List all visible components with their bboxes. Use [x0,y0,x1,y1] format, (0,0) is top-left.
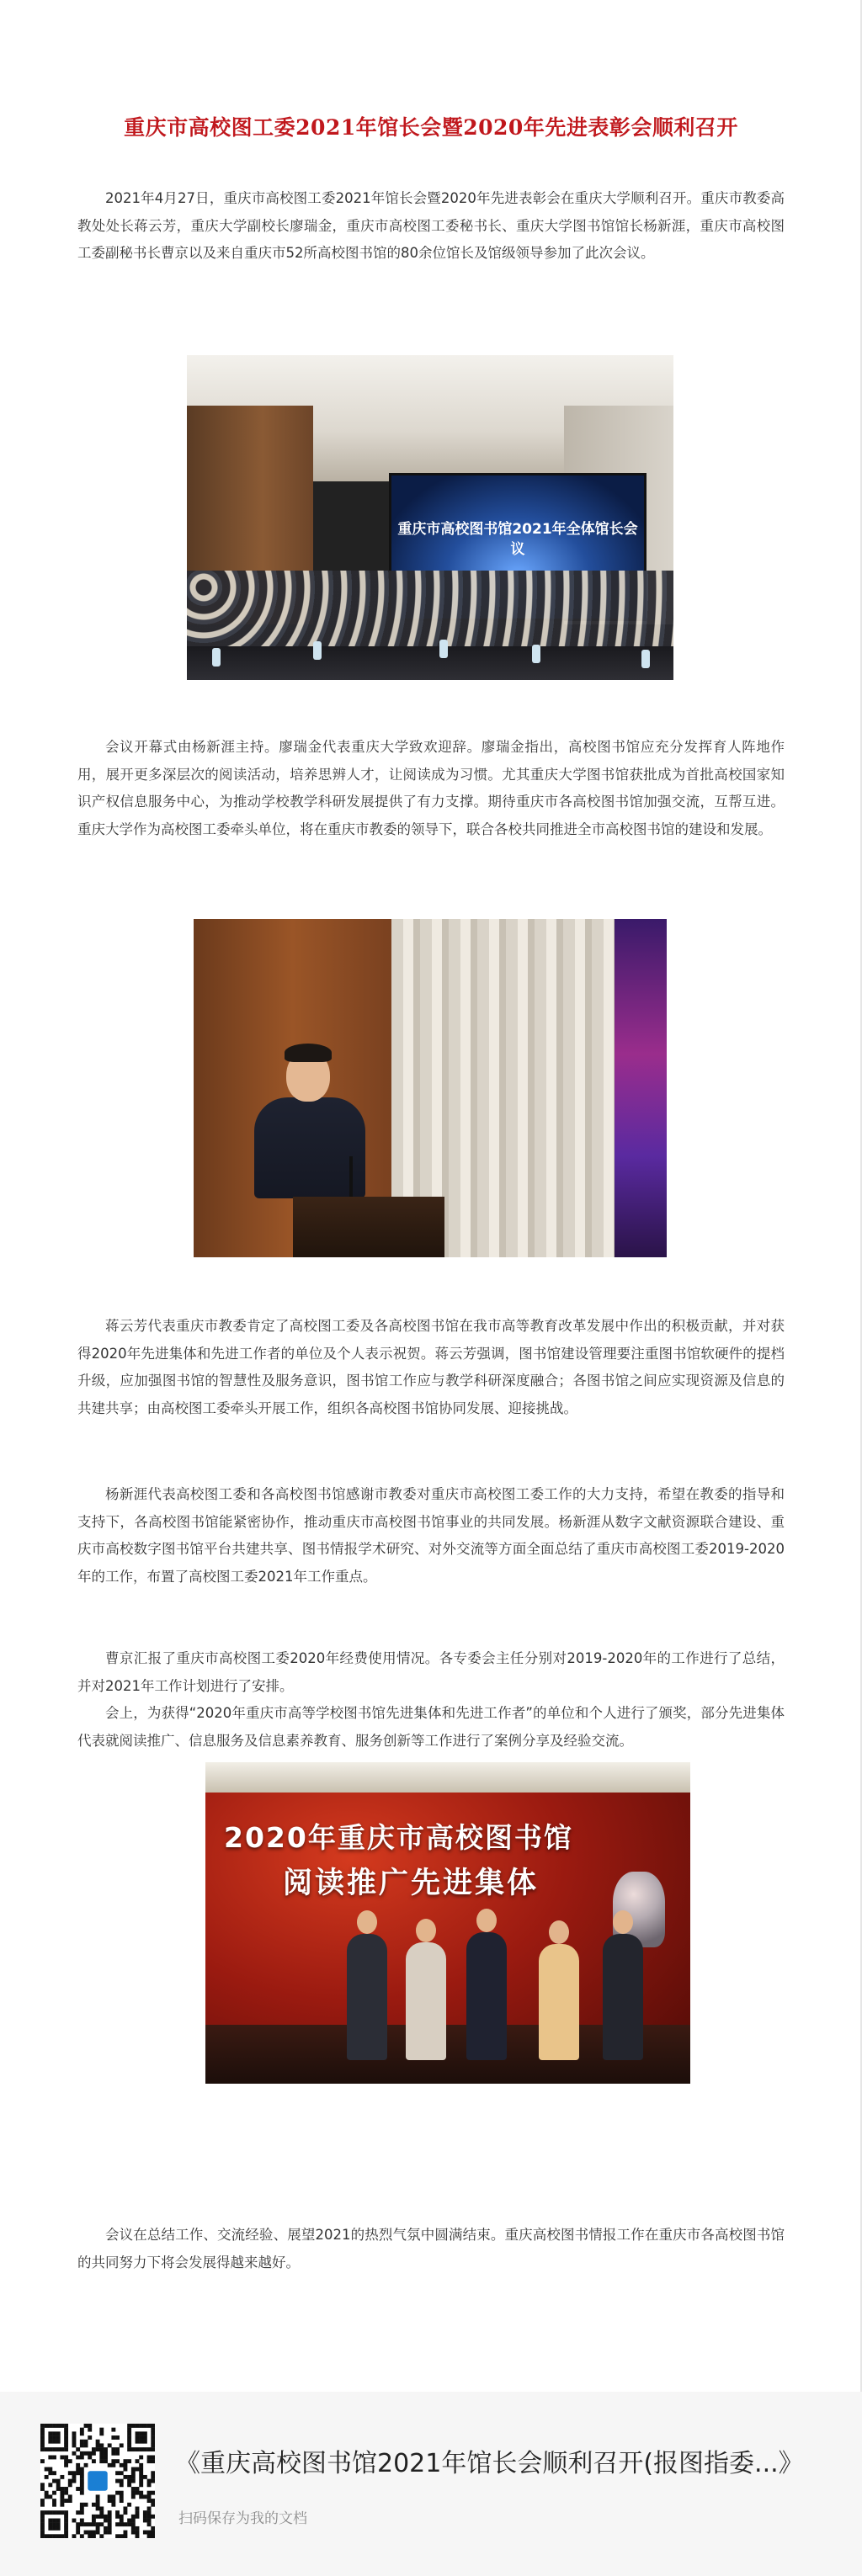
paragraph-3: 蒋云芳代表重庆市教委肯定了高校图工委及各高校图书馆在我市高等教育改革发展中作出的积极贡献，并对获得2020年先进集体和先进工作者的单位及个人表示祝贺。蒋云芳强调，图书馆建设管理要注重图书馆软硬件的提档升级，应加强图书馆的智慧性及服务意识，图书馆工作应与教学科研深度融合；各图书馆之间应实现资源及信息的共建共享；由高校图工委牵头开展工作，组织各高校图书馆协同发展、迎接挑战。 [77,1318,785,1416]
awardee-face [476,1909,497,1932]
paragraph-1: 2021年4月27日，重庆市高校图工委2021年馆长会暨2020年先进表彰会在重庆大学顺利召开。重庆市教委高教处处长蒋云芳，重庆大学副校长廖瑞金，重庆市高校图工委秘书长、重庆大学图书馆馆长杨新涯，重庆市高校图工委副秘书长曹京以及来自重庆市52所高校图书馆的80余位馆长及馆级领导参加了此次会议。 [77,190,785,261]
screen-caption: 重庆市高校图书馆2021年全体馆长会议 [397,521,638,558]
water-bottle [212,648,221,667]
awardee-face [549,1920,569,1944]
awardee-face [613,1910,633,1934]
footer-save-hint: 扫码保存为我的文档 [178,2510,307,2527]
award-banner-line-1: 2020年重庆市高校图书馆 [224,1821,573,1854]
awardee-person [539,1944,579,2060]
speaker-photo [194,919,667,1257]
conference-hall-photo [187,355,673,680]
photo-floor [187,646,673,680]
paragraph-4: 杨新涯代表高校图工委和各高校图书馆感谢市教委对重庆市高校图工委工作的大力支持，希望在教委的指导和支持下，各高校图书馆能紧密协作，推动重庆市高校图书馆事业的共同发展。杨新涯从数字文献资源联合建设、重庆市高校数字图书馆平台共建共享、图书情报学术研究、对外交流等方面全面总结了重庆市高校图工委2019-2020年的工作，布置了高校图工委2021年工作重点。 [77,1486,785,1585]
awardee-person [406,1942,446,2060]
awardee-person [466,1932,507,2060]
footer-doc-title[interactable]: 《重庆高校图书馆2021年馆长会顺利召开(报图指委...》 [175,2449,804,2478]
podium [293,1197,444,1257]
awardee-face [416,1919,436,1942]
water-bottle [641,650,650,668]
awardee-face [357,1910,377,1934]
photo-side-banner [615,919,667,1257]
paragraph-7: 会议在总结工作、交流经验、展望2021的热烈气氛中圆满结束。重庆高校图书情报工作在重庆市各高校图书馆的共同努力下将会发展得越来越好。 [77,2227,785,2271]
paragraph-2: 会议开幕式由杨新涯主持。廖瑞金代表重庆大学致欢迎辞。廖瑞金指出，高校图书馆应充分发挥育人阵地作用，展开更多深层次的阅读活动，培养思辨人才，让阅读成为习惯。尤其重庆大学图书馆获批成为首批高校国家知识产权信息服务中心，为推动学校教学科研发展提供了有力支撑。期待重庆市各高校图书馆加强交流，互帮互进。重庆大学作为高校图工委牵头单位，将在重庆市教委的领导下，联合各校共同推进全市高校图书馆的建设和发展。 [77,739,785,837]
footer-bar [0,2392,862,2576]
paragraph-6: 会上，为获得“2020年重庆市高等学校图书馆先进集体和先进工作者”的单位和个人进行了颁奖，部分先进集体代表就阅读推广、信息服务及信息素养教育、服务创新等工作进行了案例分享及经验交流。 [77,1705,785,1749]
paragraph-5: 曹京汇报了重庆市高校图工委2020年经费使用情况。各专委会主任分别对2019-2020年的工作进行了总结，并对2021年工作计划进行了安排。 [77,1650,785,1694]
award-ceremony-photo [205,1762,690,2084]
article-title: 重庆市高校图工委2021年馆长会暨2020年先进表彰会顺利召开 [124,115,738,140]
qr-code-graphic [40,2424,155,2538]
awardee-person [347,1934,387,2060]
water-bottle [532,645,540,663]
speaker-hair [285,1044,332,1062]
qr-code-icon[interactable] [40,2424,155,2538]
microphone [349,1156,353,1198]
projection-screen-text [391,519,644,560]
award-banner-line-2: 阅读推广先进集体 [283,1867,540,1900]
awardee-person [603,1934,643,2060]
photo-stage-lights [205,1762,690,1793]
water-bottle [313,641,322,660]
water-bottle [439,640,448,658]
